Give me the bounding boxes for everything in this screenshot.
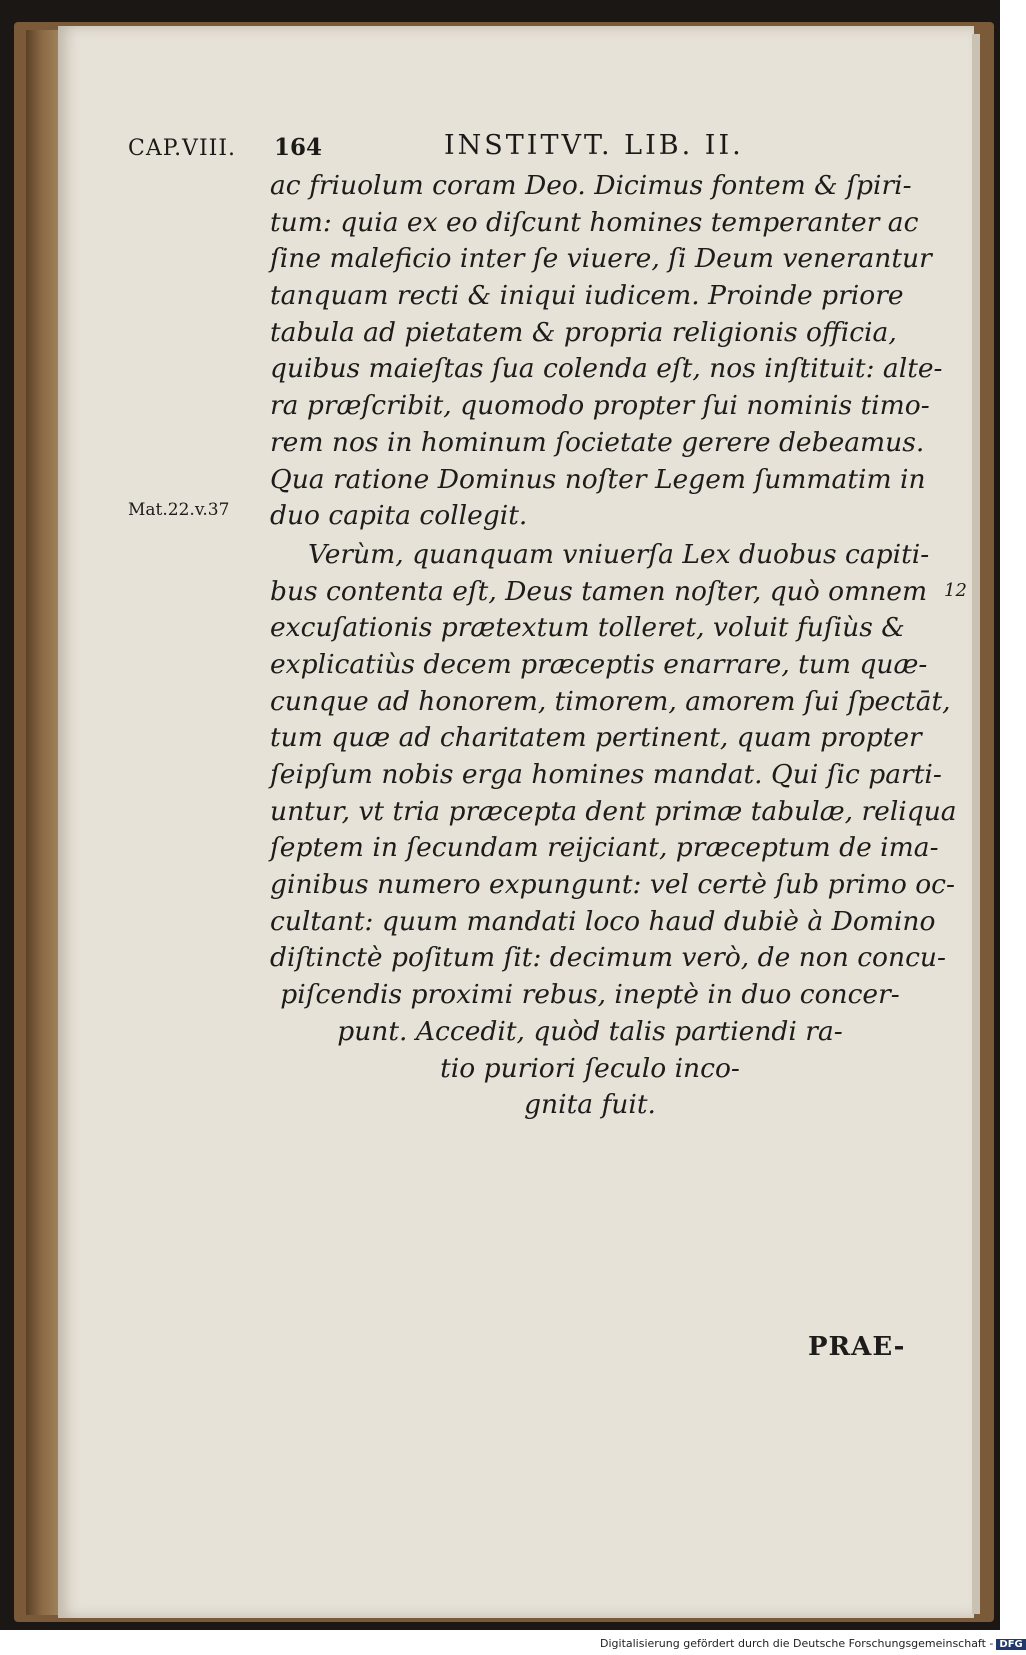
text-line: tio puriori ſeculo inco- (440, 1052, 740, 1084)
text-line: piſcendis proximi rebus, ineptè in duo concer- (280, 979, 900, 1011)
text-line: ſeptem in ſecundam reijciant, præceptum de ima- (270, 832, 939, 864)
chapter-label: CAP.VIII. (128, 136, 237, 161)
dfg-logo: DFG (996, 1639, 1025, 1650)
book-spine (26, 30, 62, 1615)
book-title-heading: INSTITVT. LIB. II. (444, 130, 744, 161)
text-line: duo capita collegit. (270, 500, 528, 532)
text-line: excuſationis prætextum tolleret, voluit fuſiùs & (270, 612, 905, 644)
text-line: untur, vt tria præcepta dent primæ tabulæ, reliqua (270, 795, 957, 827)
text-line: tanquam recti & iniqui iudicem. Proinde priore (270, 280, 904, 312)
text-line: explicatiùs decem præceptis enarrare, tum quæ- (270, 648, 928, 680)
page-edge (972, 34, 980, 1614)
text-line: Qua ratione Dominus noſter Legem ſummatim in (270, 463, 926, 495)
credit-text: Digitalisierung gefördert durch die Deutsche Forschungsgemeinschaft - (600, 1637, 994, 1650)
text-line: Verùm, quanquam vniuerſa Lex duobus capiti- (308, 538, 930, 570)
text-line: quibus maieſtas ſua colenda eſt, nos inſtituit: alte- (270, 353, 943, 385)
page-number: 164 (274, 134, 323, 161)
text-line: ac friuolum coram Deo. Dicimus fontem & ſpiri- (270, 170, 912, 201)
text-line: ſine maleficio inter ſe viuere, ſi Deum venerantur (270, 243, 932, 275)
text-line: gnita fuit. (524, 1089, 656, 1121)
text-line: cunque ad honorem, timorem, amorem ſui ſpectāt, (270, 685, 951, 717)
margin-section-number: 12 (944, 580, 967, 601)
text-line: rem nos in hominum ſocietate gerere debeamus. (270, 426, 925, 458)
margin-scripture-reference: Mat.22.v.37 (128, 500, 230, 520)
text-line: tum quæ ad charitatem pertinent, quam propter (270, 722, 922, 754)
paragraph-1 (270, 168, 950, 535)
text-line: ſeipſum nobis erga homines mandat. Qui ſic parti- (270, 759, 942, 790)
text-line: diſtinctè poſitum ſit: decimum verò, de non concu- (270, 942, 946, 974)
text-line: cultant: quum mandati loco haud dubiè à Domino (270, 905, 936, 937)
running-head (128, 128, 908, 168)
digitization-credit (600, 1637, 1026, 1650)
text-line: ginibus numero expungunt: vel certè ſub primo oc- (270, 869, 955, 901)
text-line: ra præſcribit, quomodo propter ſui nominis timo- (270, 390, 930, 422)
catchword: PRAE- (808, 1332, 906, 1362)
text-line: tabula ad pietatem & propria religionis officia, (270, 316, 897, 348)
text-line: punt. Accedit, quòd talis partiendi ra- (337, 1015, 843, 1047)
text-line: bus contenta eſt, Deus tamen noſter, quò omnem (270, 575, 928, 607)
text-line: tum: quia ex eo diſcunt homines temperanter ac (270, 206, 919, 238)
